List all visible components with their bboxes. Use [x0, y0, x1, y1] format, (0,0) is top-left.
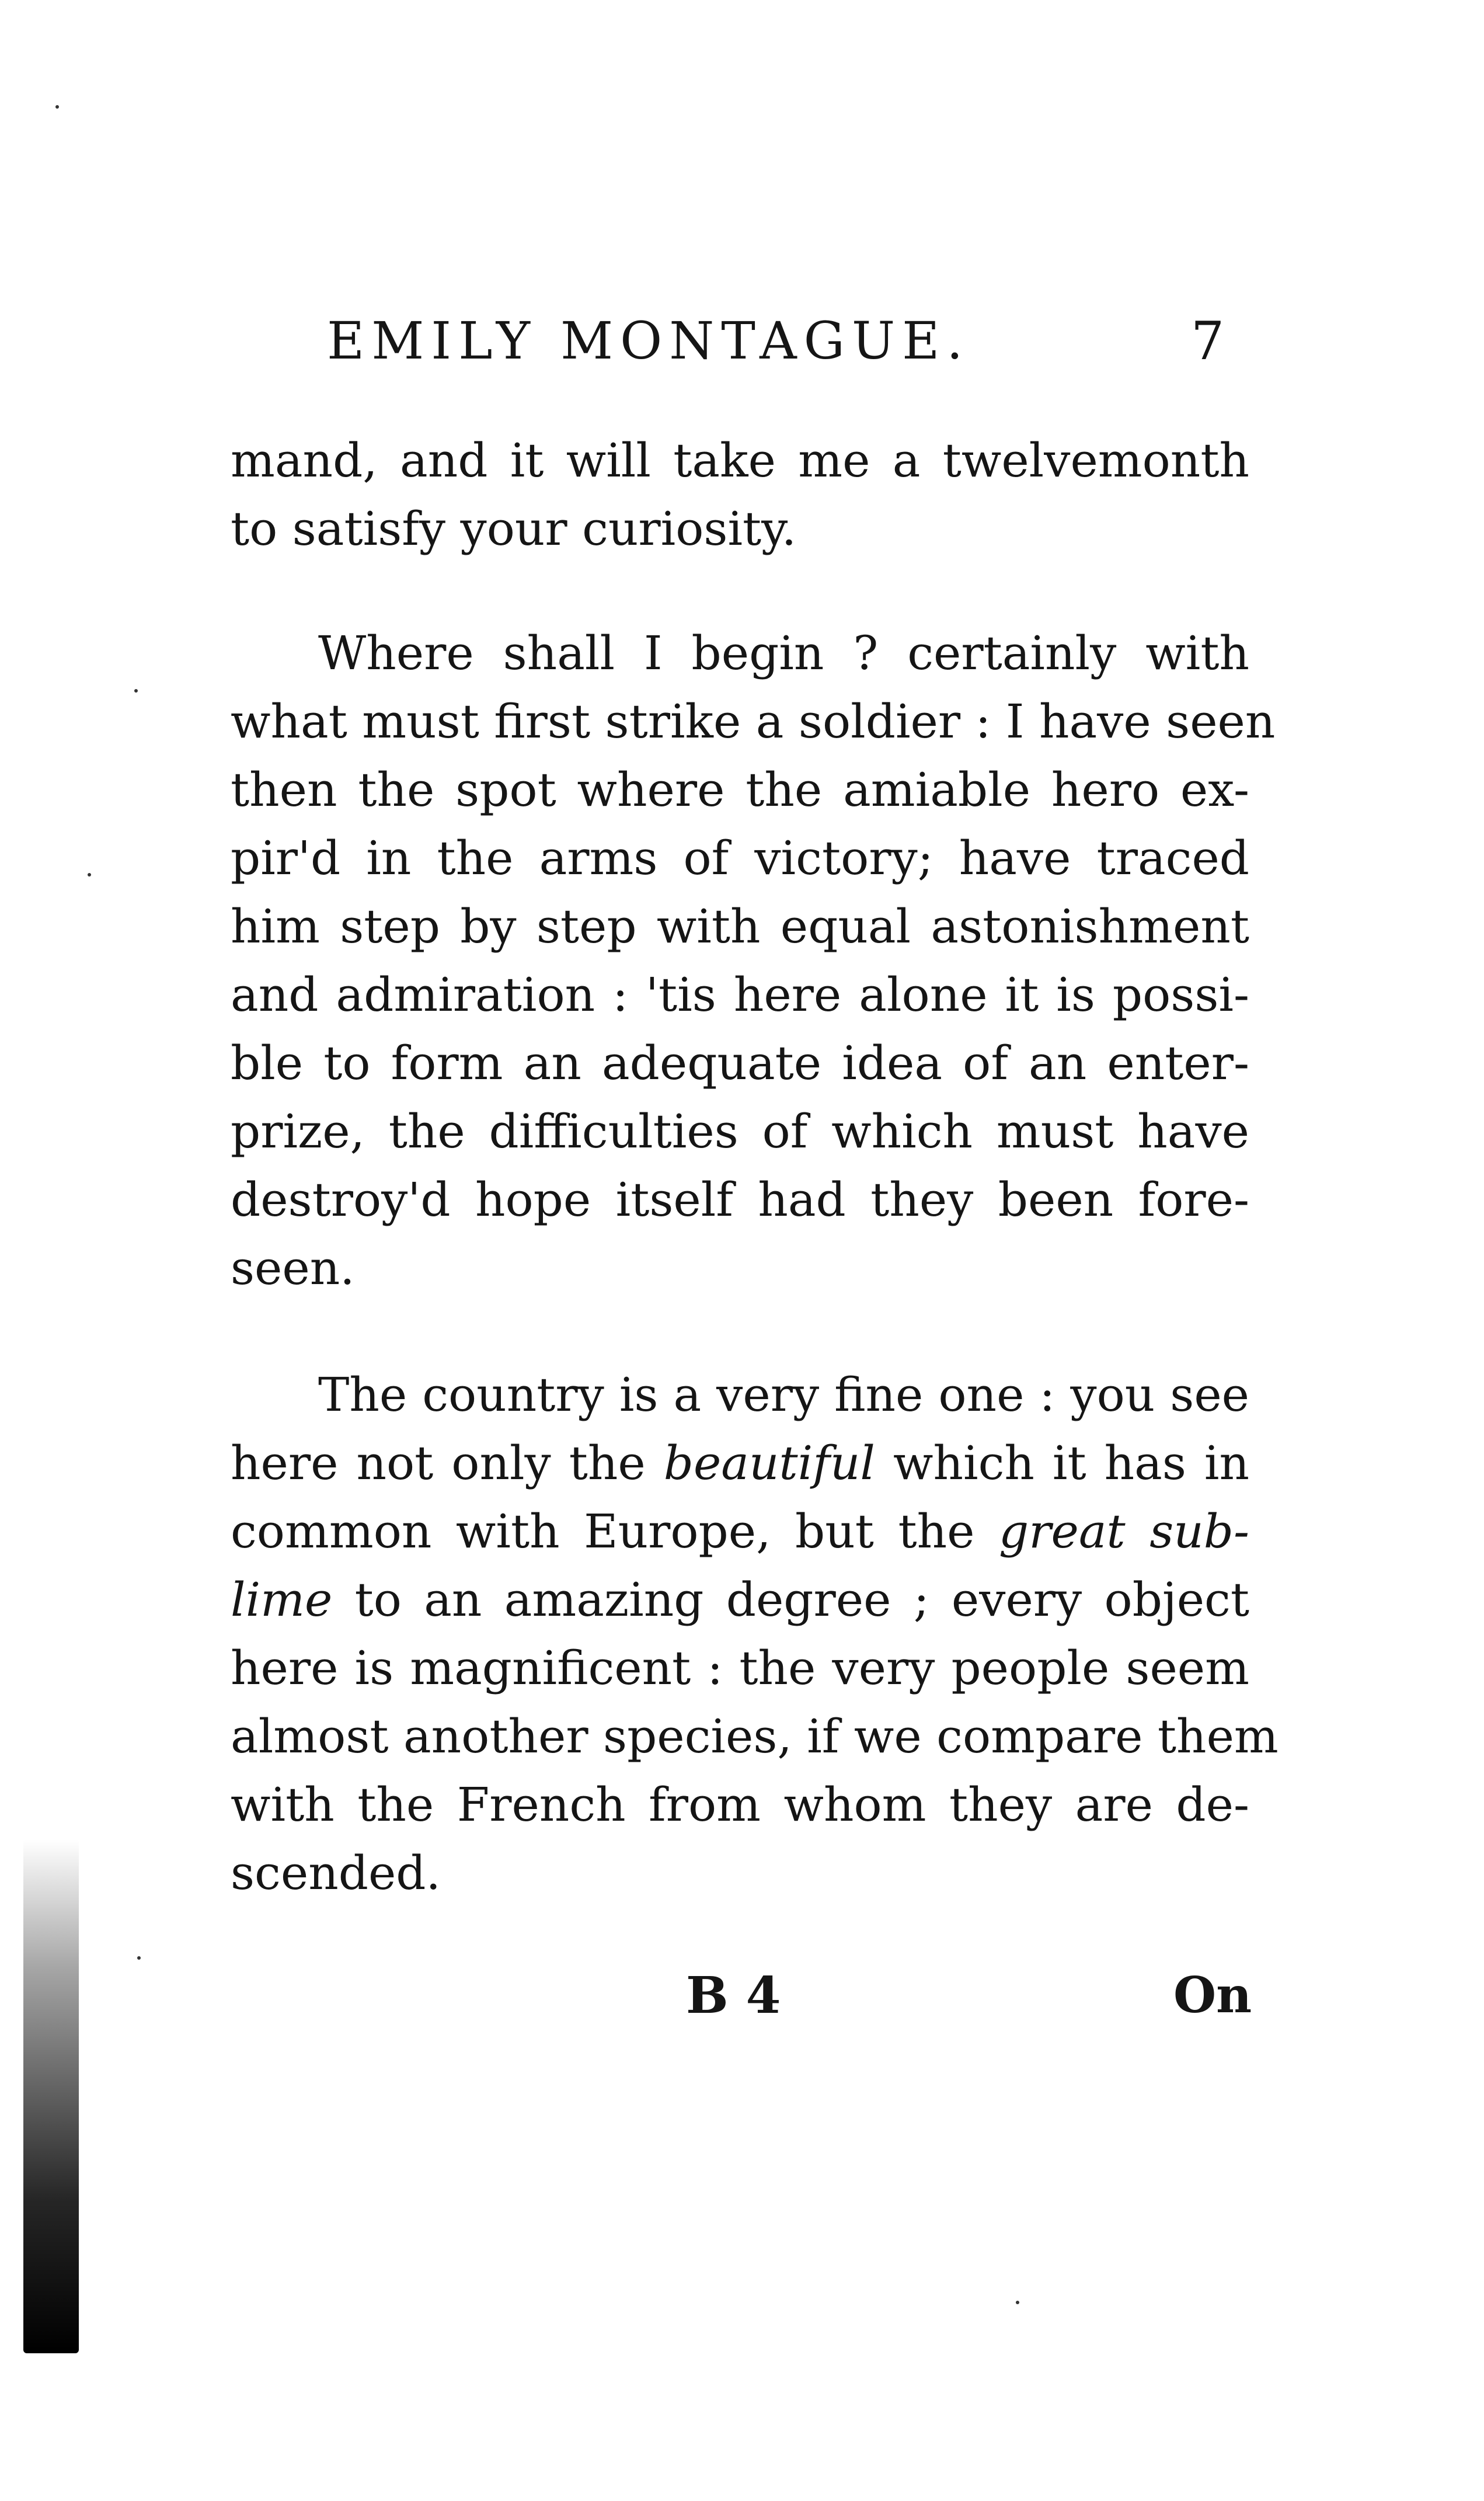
paper-speck — [88, 873, 91, 876]
text-line: prize, the difficulties of which must have — [231, 1104, 1249, 1159]
text-line — [231, 1566, 1249, 1634]
paragraph-3 — [231, 1361, 1279, 1907]
running-head-title: EMILY MONTAGUE. — [327, 311, 970, 371]
text-line — [231, 1839, 1249, 1907]
text-run: almost another species, if we compare them — [231, 1709, 1279, 1763]
text-line: mand, and it will take me a twelvemonth — [231, 433, 1249, 488]
text-line: ble to form an adequate idea of an enter- — [231, 1036, 1249, 1090]
text-run: scended. — [231, 1846, 441, 1900]
text-run: The country is a very fine one : you see — [318, 1368, 1249, 1422]
text-run: to an amazing degree ; every object — [332, 1573, 1249, 1627]
text-line — [231, 1361, 1249, 1429]
text-line: him step by step with equal astonishment — [231, 899, 1249, 954]
text-line: destroy'd hope itself had they been fore- — [231, 1173, 1249, 1227]
paragraph-2 — [231, 619, 1276, 1302]
text-line: Where shall I begin ? certainly with — [318, 626, 1249, 680]
text-line: and admiration : 'tis here alone it is possi- — [231, 968, 1249, 1022]
text-line: to satisfy your curiosity. — [231, 502, 797, 556]
text-run: with the French from whom they are de- — [231, 1778, 1249, 1832]
catchword: On — [1173, 1966, 1252, 2024]
text-run: which it has in — [875, 1436, 1249, 1490]
italic-word: great sub- — [999, 1504, 1250, 1559]
text-line — [231, 1770, 1249, 1839]
text-run: common with Europe, but the — [231, 1504, 999, 1559]
text-line: pir'd in the arms of victory; have traced — [231, 831, 1249, 885]
italic-word: lime — [231, 1573, 333, 1627]
text-line: seen. — [231, 1241, 355, 1295]
paragraph-1 — [231, 426, 1249, 563]
page-number: 7 — [1191, 311, 1225, 372]
text-line — [231, 1429, 1249, 1497]
text-line — [231, 1634, 1249, 1702]
text-line — [231, 1702, 1279, 1770]
text-line: what must first strike a soldier : I have seen — [231, 694, 1276, 749]
paper-speck — [1016, 2301, 1019, 2304]
text-run: here is magnificent : the very people seem — [231, 1641, 1249, 1695]
signature-mark: B 4 — [686, 1966, 781, 2025]
paper-speck — [137, 1956, 141, 1960]
italic-word: beautiful — [663, 1436, 875, 1490]
text-run: here not only the — [231, 1436, 664, 1490]
text-line: then the spot where the amiable hero ex- — [231, 763, 1249, 817]
paper-speck — [55, 105, 59, 109]
paper-speck — [134, 689, 138, 693]
binding-shadow — [23, 1839, 79, 2353]
text-line — [231, 1497, 1249, 1566]
